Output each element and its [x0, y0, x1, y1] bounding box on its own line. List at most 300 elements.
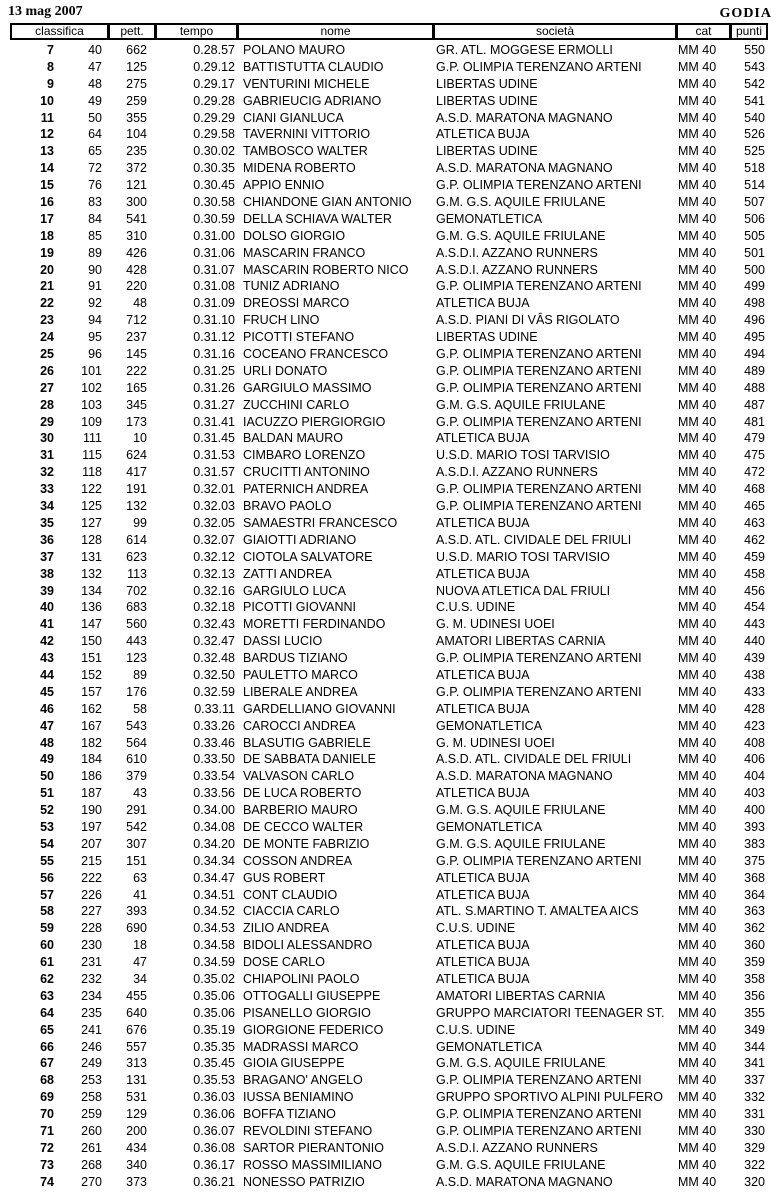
- athlete-name: BATTISTUTTA CLAUDIO: [243, 59, 384, 74]
- athlete-name: DOLSO GIORGIO: [243, 228, 346, 243]
- club-name: A.S.D. ATL. CIVIDALE DEL FRIULI: [436, 532, 632, 547]
- points: 488: [744, 380, 765, 395]
- table-row: [0, 295, 779, 312]
- category-rank: 40: [40, 600, 54, 615]
- category-rank: 28: [40, 397, 54, 412]
- category-rank: 38: [40, 566, 54, 581]
- category-rank: 10: [40, 93, 54, 108]
- category: MM 40: [678, 397, 717, 412]
- table-row: [0, 566, 779, 583]
- category: MM 40: [678, 1005, 717, 1020]
- overall-rank: 186: [81, 769, 102, 784]
- bib-number: 132: [126, 499, 147, 514]
- bib-number: 131: [126, 1073, 147, 1088]
- finish-time: 0.33.26: [193, 718, 235, 733]
- category: MM 40: [678, 1140, 717, 1155]
- finish-time: 0.36.21: [193, 1174, 235, 1189]
- finish-time: 0.32.03: [193, 499, 235, 514]
- points: 456: [744, 583, 765, 598]
- category: MM 40: [678, 313, 717, 328]
- category-rank: 58: [40, 904, 54, 919]
- overall-rank: 232: [81, 971, 102, 986]
- bib-number: 624: [126, 448, 147, 463]
- bib-number: 18: [133, 938, 147, 953]
- category-rank: 24: [40, 330, 54, 345]
- category-rank: 70: [40, 1107, 54, 1122]
- bib-number: 48: [133, 296, 147, 311]
- overall-rank: 65: [88, 144, 102, 159]
- finish-time: 0.32.16: [193, 583, 235, 598]
- race-location: GODIA: [719, 6, 772, 21]
- table-row: [0, 42, 779, 59]
- table-row: [0, 1089, 779, 1106]
- table-row: [0, 447, 779, 464]
- club-name: GR. ATL. MOGGESE ERMOLLI: [436, 43, 613, 57]
- club-name: ATLETICA BUJA: [436, 870, 530, 885]
- club-name: ATLETICA BUJA: [436, 971, 530, 986]
- category-rank: 22: [40, 296, 54, 311]
- club-name: ATLETICA BUJA: [436, 515, 530, 530]
- category-rank: 31: [40, 448, 54, 463]
- category-rank: 35: [40, 515, 54, 530]
- category: MM 40: [678, 836, 717, 851]
- table-row: [0, 194, 779, 211]
- category-rank: 51: [40, 786, 54, 801]
- category: MM 40: [678, 178, 717, 193]
- category-rank: 54: [40, 836, 54, 851]
- table-row: [0, 110, 779, 127]
- overall-rank: 197: [81, 819, 102, 834]
- bib-number: 151: [126, 853, 147, 868]
- category: MM 40: [678, 1157, 717, 1172]
- table-row: [0, 363, 779, 380]
- table-row: [0, 971, 779, 988]
- table-row: [0, 836, 779, 853]
- points: 526: [744, 127, 765, 142]
- overall-rank: 122: [81, 482, 102, 497]
- club-name: G.P. OLIMPIA TERENZANO ARTENI: [436, 347, 642, 362]
- athlete-name: PISANELLO GIORGIO: [243, 1005, 371, 1020]
- athlete-name: GABRIEUCIG ADRIANO: [243, 93, 382, 108]
- table-row: [0, 1055, 779, 1072]
- athlete-name: ZATTI ANDREA: [243, 566, 332, 581]
- table-row: [0, 819, 779, 836]
- table-row: [0, 903, 779, 920]
- category: MM 40: [678, 853, 717, 868]
- category-rank: 17: [40, 211, 54, 226]
- athlete-name: TAVERNINI VITTORIO: [243, 127, 371, 142]
- finish-time: 0.33.56: [193, 786, 235, 801]
- athlete-name: COCEANO FRANCESCO: [243, 347, 389, 362]
- category-rank: 29: [40, 414, 54, 429]
- table-row: [0, 1022, 779, 1039]
- club-name: G.P. OLIMPIA TERENZANO ARTENI: [436, 853, 642, 868]
- bib-number: 176: [126, 684, 147, 699]
- finish-time: 0.34.58: [193, 938, 235, 953]
- bib-number: 200: [126, 1124, 147, 1138]
- points: 341: [744, 1056, 765, 1071]
- table-row: [0, 228, 779, 245]
- overall-rank: 234: [81, 988, 102, 1003]
- bib-number: 610: [126, 752, 147, 767]
- bib-number: 340: [126, 1157, 147, 1172]
- overall-rank: 118: [82, 465, 102, 480]
- athlete-name: ZUCCHINI CARLO: [243, 397, 350, 412]
- athlete-name: CIMBARO LORENZO: [243, 448, 366, 463]
- category-rank: 62: [40, 971, 54, 986]
- bib-number: 614: [126, 532, 147, 547]
- club-name: AMATORI LIBERTAS CARNIA: [436, 634, 606, 649]
- category: MM 40: [678, 1124, 717, 1138]
- table-row: [0, 245, 779, 262]
- athlete-name: DE MONTE FABRIZIO: [243, 836, 370, 851]
- athlete-name: VALVASON CARLO: [243, 769, 355, 784]
- points: 364: [744, 887, 765, 902]
- club-name: A.S.D.I. AZZANO RUNNERS: [436, 262, 598, 277]
- athlete-name: GIOIA GIUSEPPE: [243, 1056, 345, 1071]
- category: MM 40: [678, 448, 717, 463]
- club-name: C.U.S. UDINE: [436, 921, 516, 936]
- club-name: LIBERTAS UDINE: [436, 330, 538, 345]
- athlete-name: DREOSSI MARCO: [243, 296, 350, 311]
- category: MM 40: [678, 110, 717, 125]
- finish-time: 0.30.45: [193, 178, 235, 193]
- overall-rank: 91: [88, 279, 102, 294]
- finish-time: 0.36.07: [193, 1124, 235, 1138]
- club-name: ATL. S.MARTINO T. AMALTEA AICS: [436, 904, 639, 919]
- club-name: A.S.D.I. AZZANO RUNNERS: [436, 245, 598, 260]
- bib-number: 58: [133, 701, 147, 716]
- overall-rank: 228: [81, 921, 102, 936]
- points: 433: [744, 684, 765, 699]
- athlete-name: CHIANDONE GIAN ANTONIO: [243, 195, 412, 210]
- bib-number: 557: [126, 1039, 147, 1054]
- table-row: [0, 1072, 779, 1089]
- category: MM 40: [678, 127, 717, 142]
- club-name: G.P. OLIMPIA TERENZANO ARTENI: [436, 1073, 642, 1088]
- col-header-punti: punti: [732, 25, 766, 38]
- category: MM 40: [678, 465, 717, 480]
- athlete-name: SAMAESTRI FRANCESCO: [243, 515, 398, 530]
- category: MM 40: [678, 701, 717, 716]
- overall-rank: 227: [81, 904, 102, 919]
- bib-number: 443: [126, 634, 147, 649]
- table-row: [0, 785, 779, 802]
- overall-rank: 109: [81, 414, 102, 429]
- bib-number: 99: [133, 515, 147, 530]
- points: 330: [744, 1124, 765, 1138]
- category-rank: 45: [40, 684, 54, 699]
- category-rank: 56: [40, 870, 54, 885]
- finish-time: 0.30.35: [193, 161, 235, 176]
- athlete-name: BRAVO PAOLO: [243, 499, 332, 514]
- bib-number: 47: [133, 955, 147, 970]
- points: 495: [744, 330, 765, 345]
- bib-number: 355: [126, 110, 147, 125]
- table-row: [0, 887, 779, 904]
- table-row: [0, 549, 779, 566]
- athlete-name: TAMBOSCO WALTER: [243, 144, 368, 159]
- athlete-name: DE CECCO WALTER: [243, 819, 364, 834]
- points: 514: [744, 178, 765, 193]
- club-name: LIBERTAS UDINE: [436, 93, 538, 108]
- athlete-name: MASCARIN FRANCO: [243, 245, 366, 260]
- category: MM 40: [678, 431, 717, 446]
- points: 337: [744, 1073, 765, 1088]
- club-name: G.P. OLIMPIA TERENZANO ARTENI: [436, 651, 642, 666]
- bib-number: 662: [126, 43, 147, 57]
- points: 404: [744, 769, 765, 784]
- finish-time: 0.34.20: [193, 836, 235, 851]
- club-name: G.P. OLIMPIA TERENZANO ARTENI: [436, 499, 642, 514]
- club-name: ATLETICA BUJA: [436, 296, 530, 311]
- category: MM 40: [678, 870, 717, 885]
- finish-time: 0.33.46: [193, 735, 235, 750]
- overall-rank: 89: [88, 245, 102, 260]
- category: MM 40: [678, 803, 717, 818]
- overall-rank: 111: [82, 431, 102, 446]
- athlete-name: MIDENA ROBERTO: [243, 161, 356, 176]
- club-name: GEMONATLETICA: [436, 819, 543, 834]
- table-row: [0, 397, 779, 414]
- category-rank: 36: [40, 532, 54, 547]
- overall-rank: 94: [88, 313, 102, 328]
- points: 479: [744, 431, 765, 446]
- club-name: G.P. OLIMPIA TERENZANO ARTENI: [436, 178, 642, 193]
- bib-number: 345: [126, 397, 147, 412]
- finish-time: 0.32.01: [193, 482, 235, 497]
- category: MM 40: [678, 735, 717, 750]
- category-rank: 15: [40, 178, 54, 193]
- table-row: [0, 481, 779, 498]
- club-name: G.M. G.S. AQUILE FRIULANE: [436, 836, 606, 851]
- club-name: G.P. OLIMPIA TERENZANO ARTENI: [436, 1107, 642, 1122]
- category-rank: 67: [40, 1056, 54, 1071]
- points: 458: [744, 566, 765, 581]
- table-row: [0, 735, 779, 752]
- category-rank: 20: [40, 262, 54, 277]
- finish-time: 0.35.06: [193, 1005, 235, 1020]
- category-rank: 18: [40, 228, 54, 243]
- table-row: [0, 870, 779, 887]
- overall-rank: 101: [81, 363, 102, 378]
- points: 440: [744, 634, 765, 649]
- points: 403: [744, 786, 765, 801]
- overall-rank: 230: [81, 938, 102, 953]
- athlete-name: CIACCIA CARLO: [243, 904, 340, 919]
- table-row: [0, 1157, 779, 1174]
- finish-time: 0.35.35: [193, 1039, 235, 1054]
- table-row: [0, 515, 779, 532]
- overall-rank: 268: [81, 1157, 102, 1172]
- finish-time: 0.31.00: [193, 228, 235, 243]
- category-rank: 66: [40, 1039, 54, 1054]
- overall-rank: 261: [81, 1140, 102, 1155]
- table-row: [0, 76, 779, 93]
- points: 406: [744, 752, 765, 767]
- bib-number: 310: [126, 228, 147, 243]
- table-row: [0, 278, 779, 295]
- club-name: A.S.D. MARATONA MAGNANO: [436, 1174, 613, 1189]
- athlete-name: CRUCITTI ANTONINO: [243, 465, 370, 480]
- finish-time: 0.31.07: [193, 262, 235, 277]
- category: MM 40: [678, 566, 717, 581]
- category: MM 40: [678, 718, 717, 733]
- table-row: [0, 583, 779, 600]
- athlete-name: COSSON ANDREA: [243, 853, 353, 868]
- finish-time: 0.31.09: [193, 296, 235, 311]
- overall-rank: 259: [81, 1107, 102, 1122]
- athlete-name: ZILIO ANDREA: [243, 921, 330, 936]
- finish-time: 0.31.53: [193, 448, 235, 463]
- athlete-name: GIORGIONE FEDERICO: [243, 1022, 384, 1037]
- category-rank: 39: [40, 583, 54, 598]
- category: MM 40: [678, 76, 717, 91]
- club-name: C.U.S. UDINE: [436, 1022, 516, 1037]
- overall-rank: 103: [81, 397, 102, 412]
- bib-number: 373: [126, 1174, 147, 1189]
- category-rank: 25: [40, 347, 54, 362]
- points: 423: [744, 718, 765, 733]
- category-rank: 9: [47, 76, 54, 91]
- overall-rank: 47: [88, 59, 102, 74]
- category: MM 40: [678, 971, 717, 986]
- overall-rank: 72: [88, 161, 102, 176]
- table-row: [0, 853, 779, 870]
- table-row: [0, 718, 779, 735]
- finish-time: 0.35.45: [193, 1056, 235, 1071]
- points: 487: [744, 397, 765, 412]
- category-rank: 37: [40, 549, 54, 564]
- overall-rank: 215: [81, 853, 102, 868]
- athlete-name: CHIAPOLINI PAOLO: [243, 971, 360, 986]
- overall-rank: 260: [81, 1124, 102, 1138]
- table-row: [0, 312, 779, 329]
- category: MM 40: [678, 938, 717, 953]
- finish-time: 0.36.03: [193, 1090, 235, 1105]
- athlete-name: LIBERALE ANDREA: [243, 684, 358, 699]
- finish-time: 0.31.06: [193, 245, 235, 260]
- finish-time: 0.36.08: [193, 1140, 235, 1155]
- table-row: [0, 1039, 779, 1056]
- finish-time: 0.33.50: [193, 752, 235, 767]
- table-row: [0, 920, 779, 937]
- bib-number: 129: [126, 1107, 147, 1122]
- athlete-name: MADRASSI MARCO: [243, 1039, 359, 1054]
- overall-rank: 190: [81, 803, 102, 818]
- athlete-name: CONT CLAUDIO: [243, 887, 338, 902]
- category-rank: 7: [47, 43, 54, 57]
- finish-time: 0.31.57: [193, 465, 235, 480]
- points: 349: [744, 1022, 765, 1037]
- points: 499: [744, 279, 765, 294]
- table-row: [0, 177, 779, 194]
- race-date: 13 mag 2007: [8, 4, 83, 19]
- finish-time: 0.35.06: [193, 988, 235, 1003]
- points: 472: [744, 465, 765, 480]
- bib-number: 220: [126, 279, 147, 294]
- category: MM 40: [678, 245, 717, 260]
- bib-number: 379: [126, 769, 147, 784]
- category: MM 40: [678, 1056, 717, 1071]
- bib-number: 165: [126, 380, 147, 395]
- overall-rank: 253: [81, 1073, 102, 1088]
- category: MM 40: [678, 330, 717, 345]
- table-row: [0, 667, 779, 684]
- athlete-name: PAULETTO MARCO: [243, 667, 358, 682]
- bib-number: 434: [126, 1140, 147, 1155]
- category-rank: 47: [40, 718, 54, 733]
- overall-rank: 162: [81, 701, 102, 716]
- col-header-cat: cat: [678, 25, 729, 38]
- category-rank: 13: [40, 144, 54, 159]
- table-row: [0, 802, 779, 819]
- category-rank: 55: [40, 853, 54, 868]
- bib-number: 34: [133, 971, 147, 986]
- table-row: [0, 751, 779, 768]
- table-row: [0, 768, 779, 785]
- points: 475: [744, 448, 765, 463]
- points: 443: [744, 617, 765, 632]
- club-name: ATLETICA BUJA: [436, 566, 530, 581]
- club-name: ATLETICA BUJA: [436, 667, 530, 682]
- category-rank: 42: [40, 634, 54, 649]
- category-rank: 11: [40, 110, 54, 125]
- points: 344: [744, 1039, 765, 1054]
- category: MM 40: [678, 634, 717, 649]
- athlete-name: DE LUCA ROBERTO: [243, 786, 362, 801]
- category-rank: 71: [40, 1124, 54, 1138]
- bib-number: 542: [126, 819, 147, 834]
- overall-rank: 249: [81, 1056, 102, 1071]
- points: 454: [744, 600, 765, 615]
- finish-time: 0.32.47: [193, 634, 235, 649]
- overall-rank: 207: [81, 836, 102, 851]
- overall-rank: 241: [81, 1022, 102, 1037]
- points: 462: [744, 532, 765, 547]
- bib-number: 89: [133, 667, 147, 682]
- category: MM 40: [678, 887, 717, 902]
- bib-number: 393: [126, 904, 147, 919]
- finish-time: 0.32.07: [193, 532, 235, 547]
- overall-rank: 50: [88, 110, 102, 125]
- category: MM 40: [678, 904, 717, 919]
- table-row: [0, 599, 779, 616]
- column-header-bar: [10, 23, 768, 40]
- overall-rank: 76: [88, 178, 102, 193]
- overall-rank: 49: [88, 93, 102, 108]
- category: MM 40: [678, 93, 717, 108]
- points: 360: [744, 938, 765, 953]
- athlete-name: CIANI GIANLUCA: [243, 110, 344, 125]
- points: 383: [744, 836, 765, 851]
- category: MM 40: [678, 752, 717, 767]
- finish-time: 0.31.10: [193, 313, 235, 328]
- athlete-name: BLASUTIG GABRIELE: [243, 735, 371, 750]
- category: MM 40: [678, 1022, 717, 1037]
- athlete-name: GARGIULO LUCA: [243, 583, 346, 598]
- category: MM 40: [678, 1039, 717, 1054]
- athlete-name: IUSSA BENIAMINO: [243, 1090, 354, 1105]
- club-name: G.P. OLIMPIA TERENZANO ARTENI: [436, 1124, 642, 1138]
- overall-rank: 184: [81, 752, 102, 767]
- category: MM 40: [678, 819, 717, 834]
- category: MM 40: [678, 59, 717, 74]
- finish-time: 0.32.12: [193, 549, 235, 564]
- athlete-name: GARDELLIANO GIOVANNI: [243, 701, 396, 716]
- category: MM 40: [678, 195, 717, 210]
- category-rank: 53: [40, 819, 54, 834]
